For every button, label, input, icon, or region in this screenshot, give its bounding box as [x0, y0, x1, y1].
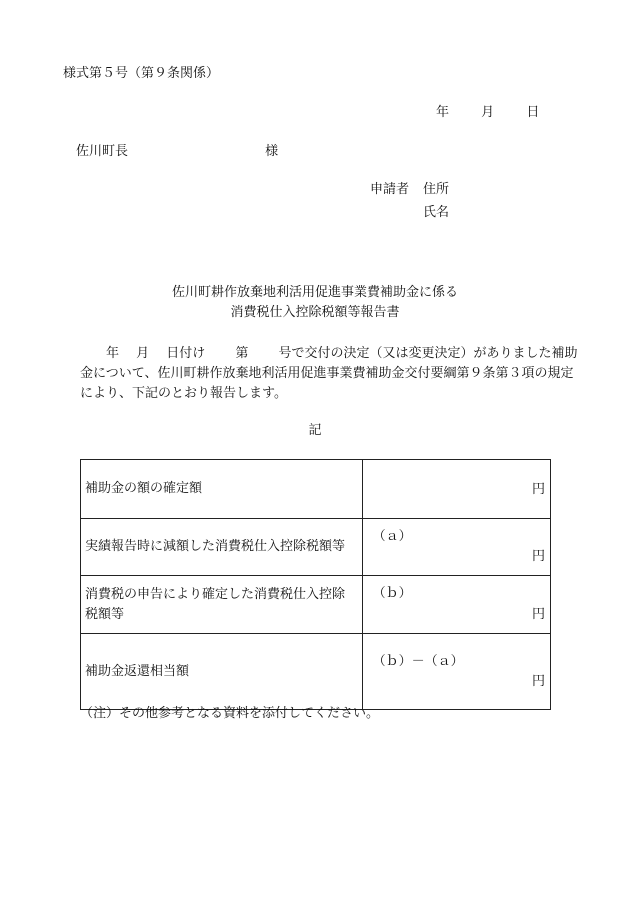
report-table — [80, 459, 551, 710]
body-paragraph — [80, 344, 578, 404]
formula-b: （ｂ） — [372, 586, 412, 601]
unit-yen: 円 — [531, 674, 545, 689]
body-line-2: 金について、佐川町耕作放棄地利活用促進事業費補助金交付要綱第９条第３項の規定 — [80, 366, 574, 381]
unit-yen: 円 — [531, 549, 545, 564]
ki-heading: 記 — [308, 423, 322, 438]
applicant-name-label: 氏名 — [423, 205, 450, 220]
row-label-line1: 消費税の申告により確定した消費税仕入控除 — [85, 586, 346, 602]
body-line-1: 年 月 日付け 第 号で交付の決定（又は変更決定）がありました補助 — [80, 346, 578, 361]
formula-b-minus-a: （ｂ）－（ａ） — [372, 654, 464, 669]
row-label-refund-amount: 補助金返還相当額 — [81, 634, 363, 710]
row-label-reduced-tax: 実績報告時に減額した消費税仕入控除税額等 — [81, 519, 363, 576]
applicant-label: 申請者 — [370, 182, 410, 197]
table-row — [81, 519, 551, 576]
row-label-confirmed-tax — [81, 576, 363, 634]
table-row — [81, 460, 551, 519]
date-year: 年 — [436, 105, 450, 120]
row-label-line2: 税額等 — [85, 606, 125, 622]
footnote: （注）その他参考となる資料を添付してください。 — [80, 706, 380, 721]
row-label-confirmed-amount: 補助金の額の確定額 — [81, 460, 363, 519]
unit-yen: 円 — [531, 482, 545, 497]
addressee-honorific: 様 — [265, 144, 279, 159]
document-title-line2: 消費税仕入控除税額等報告書 — [230, 305, 400, 320]
addressee-name: 佐川町長 — [76, 144, 129, 159]
row-value-confirmed-amount — [362, 460, 550, 519]
body-line-3: により、下記のとおり報告します。 — [80, 386, 287, 401]
table-row — [81, 576, 551, 634]
formula-a: （ａ） — [372, 529, 412, 544]
date-day: 日 — [526, 105, 540, 120]
date-month: 月 — [481, 105, 495, 120]
row-value-confirmed-tax — [362, 576, 550, 634]
document-title-line1: 佐川町耕作放棄地利活用促進事業費補助金に係る — [171, 285, 458, 300]
unit-yen: 円 — [531, 607, 545, 622]
row-value-reduced-tax — [362, 519, 550, 576]
table-row — [81, 634, 551, 710]
date-line — [436, 105, 539, 121]
row-value-refund-amount — [362, 634, 550, 710]
applicant-address-label: 住所 — [423, 182, 450, 197]
addressee — [76, 144, 278, 160]
form-number: 様式第５号（第９条関係） — [63, 66, 220, 81]
